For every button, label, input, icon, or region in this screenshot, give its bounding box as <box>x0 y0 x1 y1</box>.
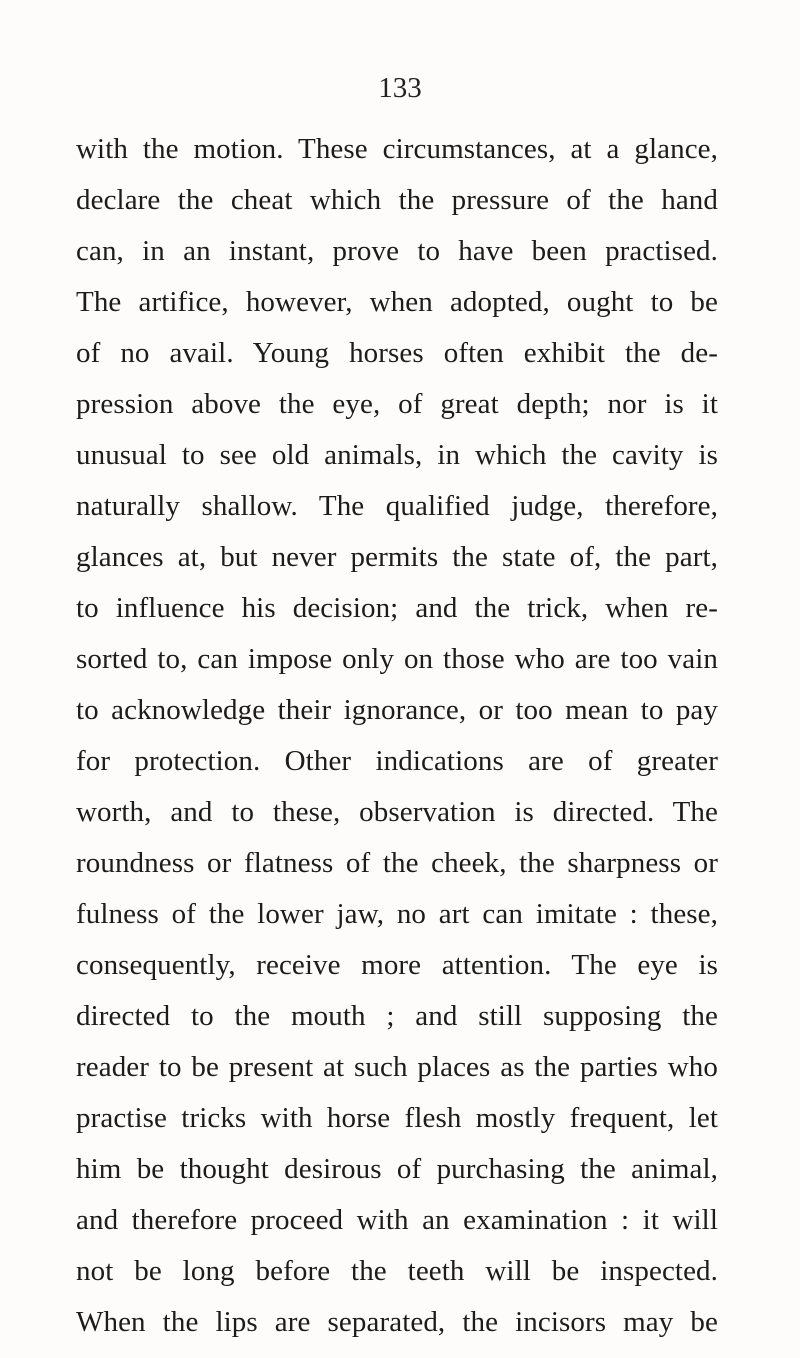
text-line: for protection. Other indications are of greater <box>76 745 718 777</box>
text-line: directed to the mouth ; and still supposing the <box>76 1000 718 1032</box>
body-text <box>76 124 718 1348</box>
text-line: consequently, receive more attention. The eye is <box>76 949 718 981</box>
text-line: practise tricks with horse flesh mostly frequent, let <box>76 1102 718 1134</box>
text-line: sorted to, can impose only on those who are too vain <box>76 643 718 675</box>
text-line: to influence his decision; and the trick, when re- <box>76 592 718 624</box>
text-line: not be long before the teeth will be inspected. <box>76 1255 718 1287</box>
text-line: glances at, but never permits the state of, the part, <box>76 541 718 573</box>
text-line: fulness of the lower jaw, no art can imitate : these, <box>76 898 718 930</box>
text-line: with the motion. These circumstances, at a glance, <box>76 133 718 165</box>
text-line: him be thought desirous of purchasing the animal, <box>76 1153 718 1185</box>
text-line: and therefore proceed with an examination : it will <box>76 1204 718 1236</box>
text-line: naturally shallow. The qualified judge, therefore, <box>76 490 718 522</box>
text-line: declare the cheat which the pressure of the hand <box>76 184 718 216</box>
text-line: pression above the eye, of great depth; nor is it <box>76 388 718 420</box>
text-line: roundness or flatness of the cheek, the sharpness or <box>76 847 718 879</box>
text-line: When the lips are separated, the incisors may be <box>76 1306 718 1338</box>
page-number: 133 <box>378 72 422 104</box>
text-line: worth, and to these, observation is directed. The <box>76 796 718 828</box>
text-line: to acknowledge their ignorance, or too mean to pay <box>76 694 718 726</box>
text-line: can, in an instant, prove to have been practised. <box>76 235 718 267</box>
text-line: The artifice, however, when adopted, ought to be <box>76 286 718 318</box>
text-line: unusual to see old animals, in which the cavity is <box>76 439 718 471</box>
text-line: of no avail. Young horses often exhibit the de- <box>76 337 718 369</box>
text-line: reader to be present at such places as the parties who <box>76 1051 718 1083</box>
